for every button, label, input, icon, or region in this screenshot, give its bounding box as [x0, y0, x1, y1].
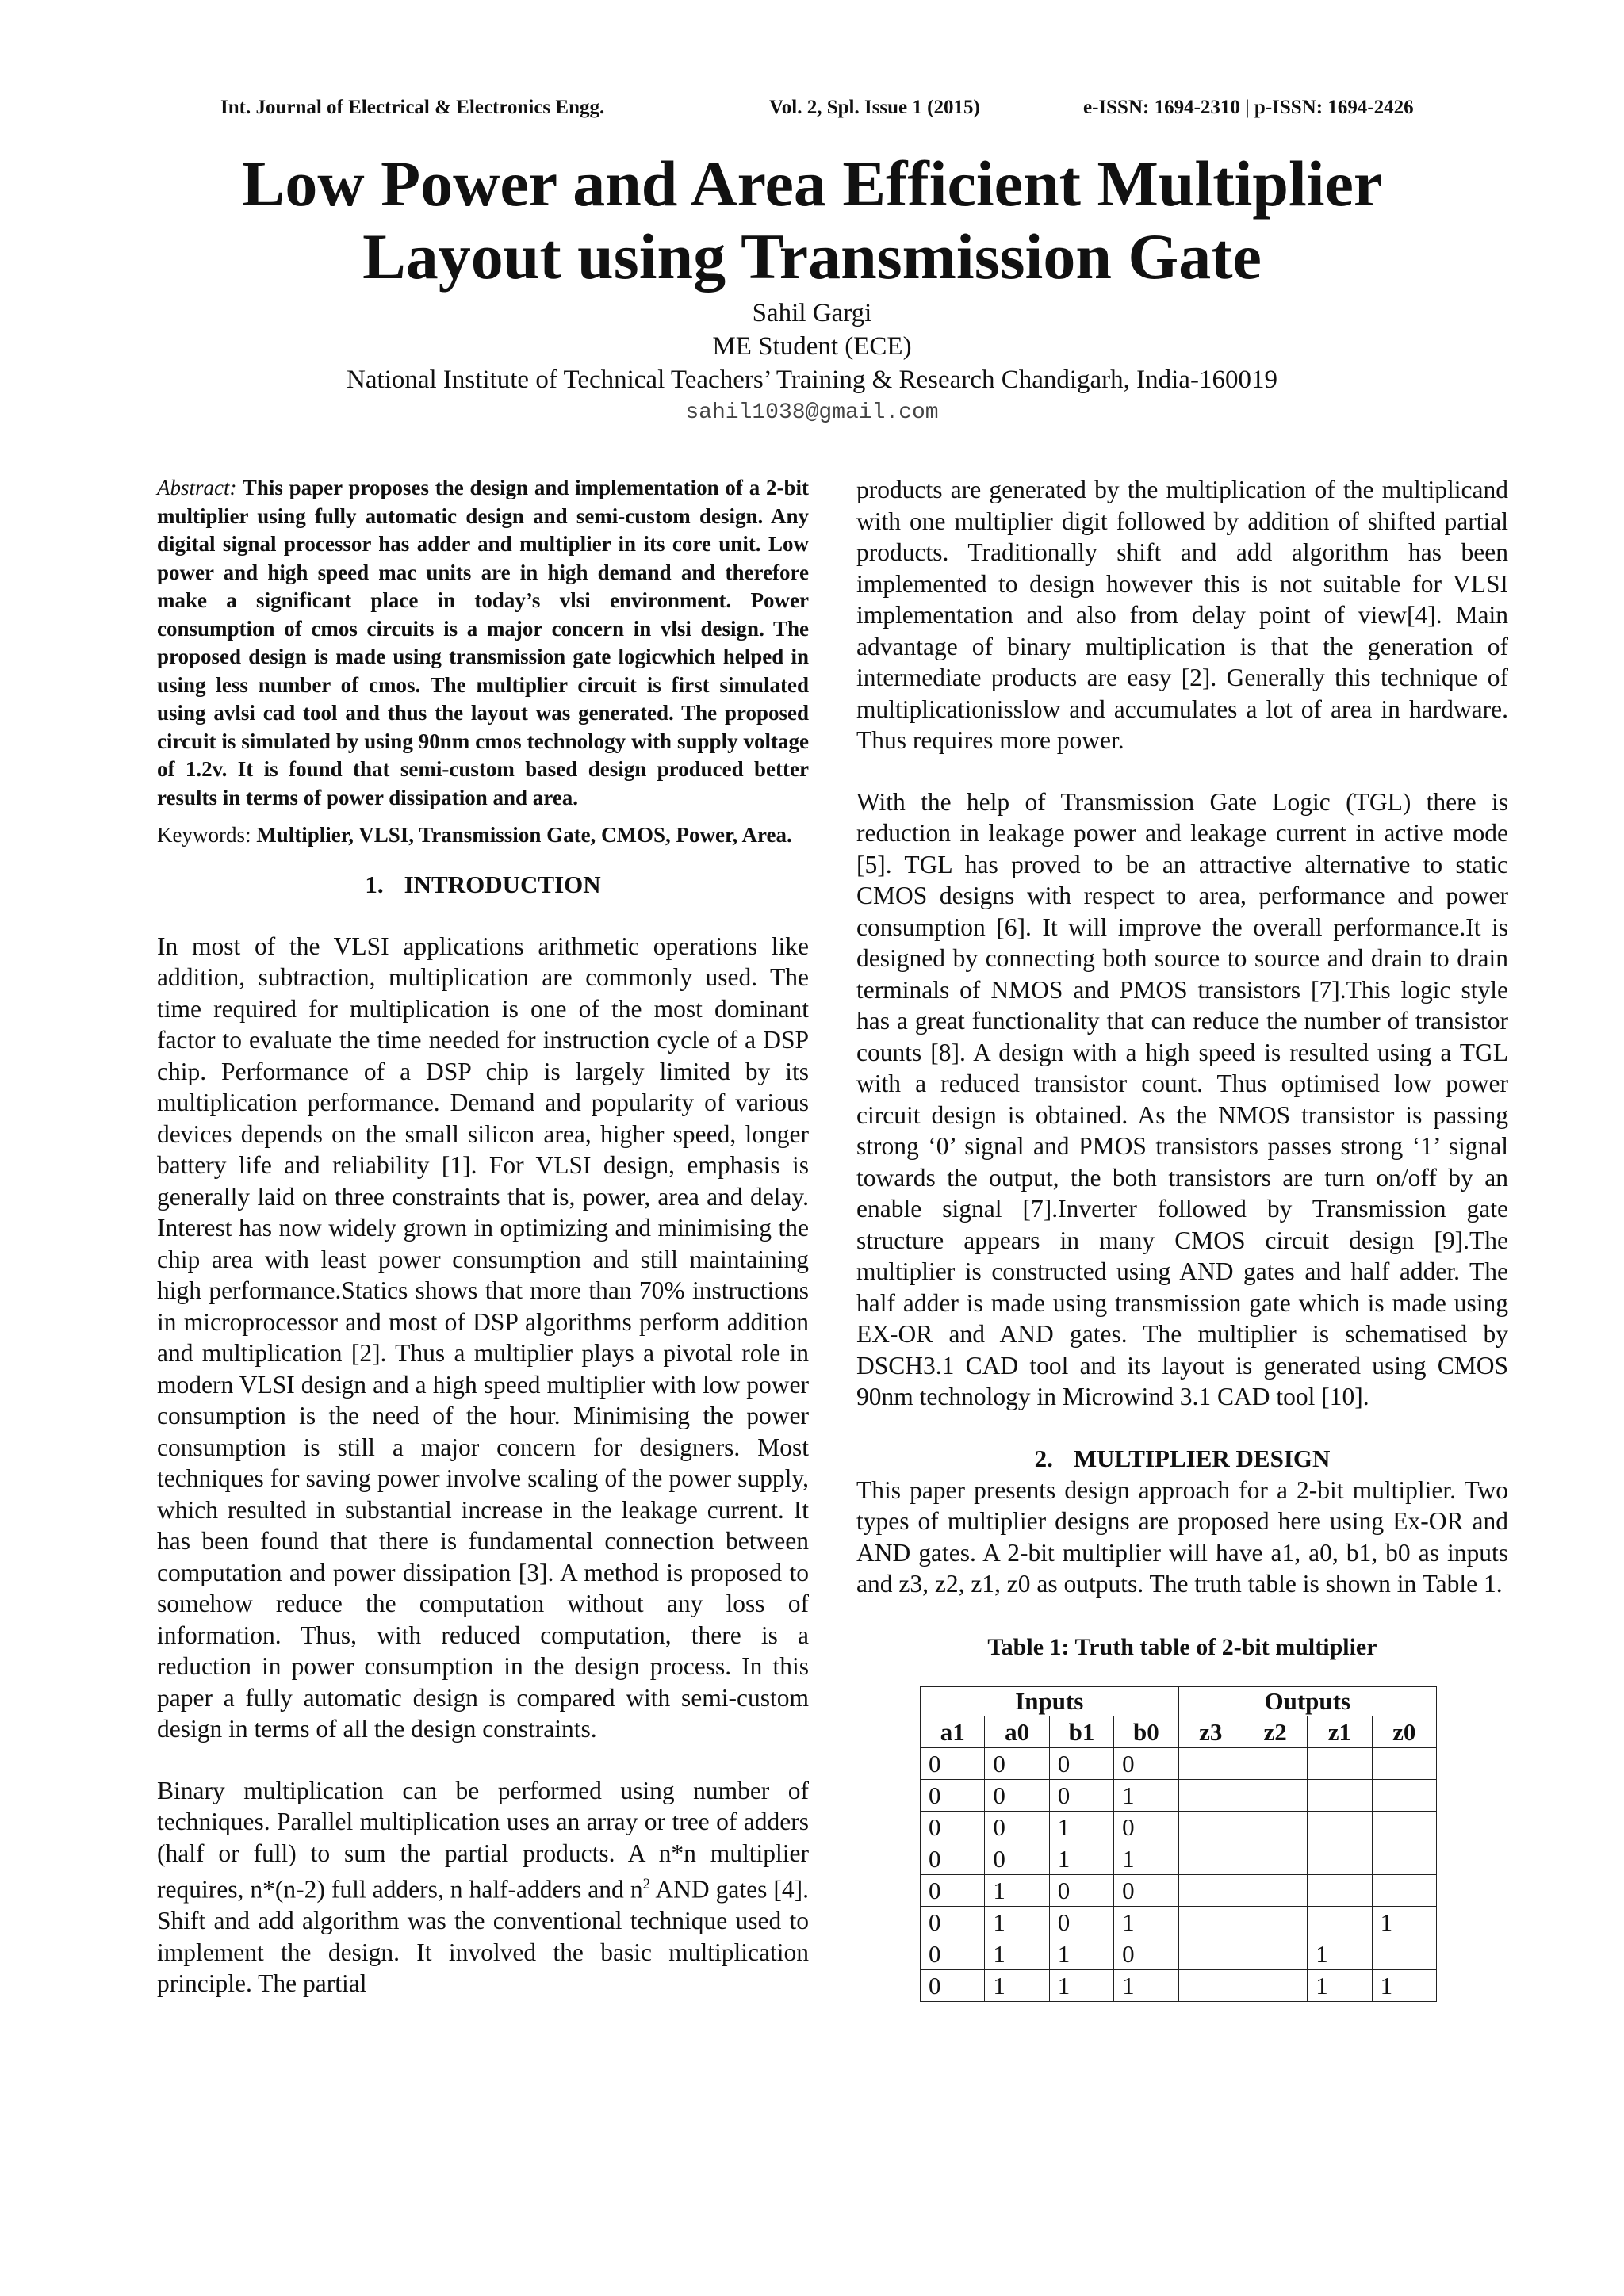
table-cell: 1	[1114, 1907, 1178, 1938]
column-header: z2	[1243, 1716, 1307, 1748]
table-cell: 0	[1114, 1748, 1178, 1780]
table-cell: 1	[985, 1875, 1049, 1907]
superscript-2: 2	[642, 1876, 651, 1892]
table-cell	[1243, 1812, 1307, 1843]
table-cell	[1178, 1970, 1243, 2002]
table-cell: 0	[921, 1875, 985, 1907]
table-cell	[1243, 1907, 1307, 1938]
intro-paragraph-2	[157, 1775, 809, 1999]
table-cell	[1243, 1938, 1307, 1970]
table-cell: 1	[1049, 1843, 1113, 1875]
title-line-1: Low Power and Area Efficient Multiplier	[241, 147, 1383, 220]
table-cell: 0	[921, 1970, 985, 2002]
keywords	[157, 821, 809, 850]
table-cell	[1308, 1812, 1372, 1843]
section-2-heading	[856, 1443, 1508, 1475]
section-1-title: INTRODUCTION	[404, 870, 601, 898]
table-row	[921, 1938, 1437, 1970]
table-cell: 0	[1114, 1812, 1178, 1843]
table-cell	[1372, 1780, 1436, 1812]
table-1-caption: Table 1: Truth table of 2-bit multiplier	[987, 1633, 1377, 1660]
column-header: a0	[985, 1716, 1049, 1748]
table-cell: 0	[1114, 1875, 1178, 1907]
keywords-text: Multiplier, VLSI, Transmission Gate, CMOS, Power, Area.	[256, 823, 792, 847]
header-volume: Vol. 2, Spl. Issue 1 (2015)	[769, 97, 980, 118]
table-row	[921, 1875, 1437, 1907]
table-cell	[1178, 1780, 1243, 1812]
design-paragraph-1: This paper presents design approach for a 2-bit multiplier. Two types of multiplier designs are proposed here using Ex-OR and AND gates. A 2-bit multiplier will have a1, a0, b1, b0 as inputs and z3, z2, z1, z0 as outputs. The truth table is shown in Table 1.	[856, 1475, 1508, 1598]
group-header-inputs: Inputs	[921, 1687, 1179, 1716]
table-cell: 1	[1049, 1938, 1113, 1970]
column-header: z3	[1178, 1716, 1243, 1748]
table-cell	[1178, 1843, 1243, 1875]
section-2-number: 2.	[1034, 1444, 1053, 1472]
column-header: b0	[1114, 1716, 1178, 1748]
title-line-2: Layout using Transmission Gate	[362, 220, 1262, 293]
table-cell: 1	[1114, 1843, 1178, 1875]
table-cell: 0	[1049, 1780, 1113, 1812]
table-cell	[1308, 1907, 1372, 1938]
table-cell	[1372, 1748, 1436, 1780]
intro-paragraph-2-part-1: Binary multiplication can be performed using number of techniques. Parallel multiplication uses an array or tree of adders (half or full) to sum the partial products. A n*n multiplier requires, n*(n-2) full adders, n half-adders and n	[157, 1776, 809, 1904]
paper-title	[0, 147, 1624, 293]
column-header: z1	[1308, 1716, 1372, 1748]
table-cell: 1	[1049, 1812, 1113, 1843]
table-cell: 0	[921, 1748, 985, 1780]
table-cell: 1	[985, 1970, 1049, 2002]
table-row	[921, 1780, 1437, 1812]
intro-paragraph-3: products are generated by the multiplication of the multiplicand with one multiplier digit followed by addition of shifted partial products. Traditionally shift and add algorithm has been implemented to design however this is not suitable for VLSI implementation and also from delay point of view[4]. Main advantage of binary multiplication is that the generation of intermediate products are easy [2]. Generally this technique of multiplicationisslow and accumulates a lot of area in hardware. Thus requires more power.	[856, 476, 1508, 754]
table-row	[921, 1812, 1437, 1843]
table-cell	[1178, 1812, 1243, 1843]
table-cell	[1243, 1780, 1307, 1812]
table-cell: 1	[1114, 1970, 1178, 2002]
author-email: sahil1038@gmail.com	[685, 400, 939, 425]
column-header: a1	[921, 1716, 985, 1748]
table-cell: 0	[921, 1780, 985, 1812]
table-cell: 0	[985, 1812, 1049, 1843]
table-cell: 0	[921, 1812, 985, 1843]
table-cell: 0	[1049, 1907, 1113, 1938]
table-cell: 1	[1372, 1970, 1436, 2002]
table-cell: 1	[1308, 1970, 1372, 2002]
table-cell	[1243, 1748, 1307, 1780]
table-cell	[1372, 1875, 1436, 1907]
table-cell: 0	[1049, 1748, 1113, 1780]
table-cell	[1178, 1875, 1243, 1907]
keywords-label: Keywords:	[157, 823, 251, 847]
section-1-number: 1.	[365, 870, 384, 898]
truth-table-body	[921, 1748, 1437, 2002]
intro-paragraph-1: In most of the VLSI applications arithmetic operations like addition, subtraction, multiplication are commonly used. The time required for multiplication is one of the most dominant factor to evaluate the time needed for instruction cycle of a DSP chip. Performance of a DSP chip is largely limited by its multiplication performance. Demand and popularity of various devices depends on the small silicon area, higher speed, longer battery life and reliability [1]. For VLSI design, emphasis is generally laid on three constraints that is, power, area and delay. Interest has now widely grown in optimizing and minimising the chip area with least power consumption and still maintaining high performance.Statics shows that more than 70% instructions in microprocessor and most of DSP algorithms perform addition and multiplication [2]. Thus a multiplier plays a pivotal role in modern VLSI design and a high speed multiplier with low power consumption is the need of the hour. Minimising the power consumption is still a major concern for designers. Most techniques for saving power involve scaling of the power supply, which resulted in substantial increase in the leakage current. It has been found that there is fundamental connection between computation and power dissipation [3]. A method is proposed to somehow reduce the computation without any loss of information. Thus, with reduced computation, there is a reduction in power consumption in the design process. In this paper a fully automatic design is compared with semi-custom design in terms of all the design constraints.	[157, 932, 809, 1743]
section-2-title: MULTIPLIER DESIGN	[1073, 1444, 1331, 1472]
intro-paragraph-2-part-2: AND gates [4]. Shift and add algorithm was the conventional technique used to implement the design. It involved the basic multiplication principle. The partial	[157, 1875, 809, 1997]
table-row	[921, 1970, 1437, 2002]
table-cell	[1178, 1907, 1243, 1938]
table-cell	[1308, 1875, 1372, 1907]
left-column	[157, 474, 809, 1999]
table-cell	[1178, 1938, 1243, 1970]
table-cell: 0	[1114, 1938, 1178, 1970]
table-row	[921, 1843, 1437, 1875]
table-cell	[1243, 1970, 1307, 2002]
table-cell: 1	[1114, 1780, 1178, 1812]
table-cell: 1	[1372, 1907, 1436, 1938]
table-row	[921, 1748, 1437, 1780]
table-cell	[1372, 1938, 1436, 1970]
author-block	[0, 297, 1624, 430]
table-cell: 1	[985, 1907, 1049, 1938]
table-row	[921, 1907, 1437, 1938]
table-cell: 0	[985, 1748, 1049, 1780]
table-cell: 1	[1308, 1938, 1372, 1970]
group-header-outputs: Outputs	[1178, 1687, 1436, 1716]
author-affiliation: National Institute of Technical Teachers’ Training & Research Chandigarh, India-160019	[347, 365, 1277, 394]
table-cell	[1308, 1780, 1372, 1812]
header-issn: e-ISSN: 1694-2310 | p-ISSN: 1694-2426	[1083, 97, 1414, 118]
table-cell: 0	[921, 1843, 985, 1875]
right-column	[856, 474, 1508, 2002]
abstract	[157, 474, 809, 812]
author-name: Sahil Gargi	[752, 299, 872, 327]
table-cell: 0	[921, 1907, 985, 1938]
section-1-heading	[157, 869, 809, 901]
column-header: b1	[1049, 1716, 1113, 1748]
table-cell	[1372, 1812, 1436, 1843]
table-cell: 0	[985, 1843, 1049, 1875]
table-cell: 0	[921, 1938, 985, 1970]
table-cell	[1308, 1843, 1372, 1875]
table-cell: 1	[985, 1938, 1049, 1970]
table-cell	[1243, 1843, 1307, 1875]
table-cell: 0	[1049, 1875, 1113, 1907]
abstract-label: Abstract:	[157, 476, 237, 499]
column-header: z0	[1372, 1716, 1436, 1748]
table-cell: 1	[1049, 1970, 1113, 2002]
abstract-text: This paper proposes the design and implementation of a 2-bit multiplier using fully automatic design and semi-custom design. Any digital signal processor has adder and multiplier in its core unit. Low power and high speed mac units are in high demand and therefore make a significant place in today’s vlsi environment. Power consumption of cmos circuits is a major concern in vlsi design. The proposed design is made using transmission gate logicwhich helped in using less number of cmos. The multiplier circuit is first simulated using avlsi cad tool and thus the layout was generated. The proposed circuit is simulated by using 90nm cmos technology with supply voltage of 1.2v. It is found that semi-custom based design produced better results in terms of power dissipation and area.	[157, 476, 809, 809]
table-cell	[1178, 1748, 1243, 1780]
table-cell	[1243, 1875, 1307, 1907]
table-cell	[1308, 1748, 1372, 1780]
table-cell	[1372, 1843, 1436, 1875]
author-role: ME Student (ECE)	[712, 332, 912, 361]
intro-paragraph-4: With the help of Transmission Gate Logic (TGL) there is reduction in leakage power and leakage current in active mode [5]. TGL has proved to be an attractive alternative to static CMOS designs with respect to area, performance and power consumption [6]. It will improve the overall performance.It is designed by connecting both source to source and drain to drain terminals of NMOS and PMOS transistors [7].This logic style has a great functionality that can reduce the number of transistor counts [8]. A design with a high speed is resulted using a TGL with a reduced transistor count. Thus optimised low power circuit design is obtained. As the NMOS transistor is passing strong ‘0’ signal and PMOS transistors passes strong ‘1’ signal towards the output, the both transistors are turn on/off by an enable signal [7].Inverter followed by Transmission gate structure appears in many CMOS circuit design [9].The multiplier is constructed using AND gates and half adder. The half adder is made using transmission gate which is made using EX-OR and AND gates. The multiplier is schematised by DSCH3.1 CAD tool and its layout is generated using CMOS 90nm technology in Microwind 3.1 CAD tool [10].	[856, 787, 1508, 1410]
table-cell: 0	[985, 1780, 1049, 1812]
truth-table	[920, 1686, 1437, 2002]
header-journal: Int. Journal of Electrical & Electronics Engg.	[220, 97, 605, 118]
column-header-row	[921, 1716, 1437, 1748]
